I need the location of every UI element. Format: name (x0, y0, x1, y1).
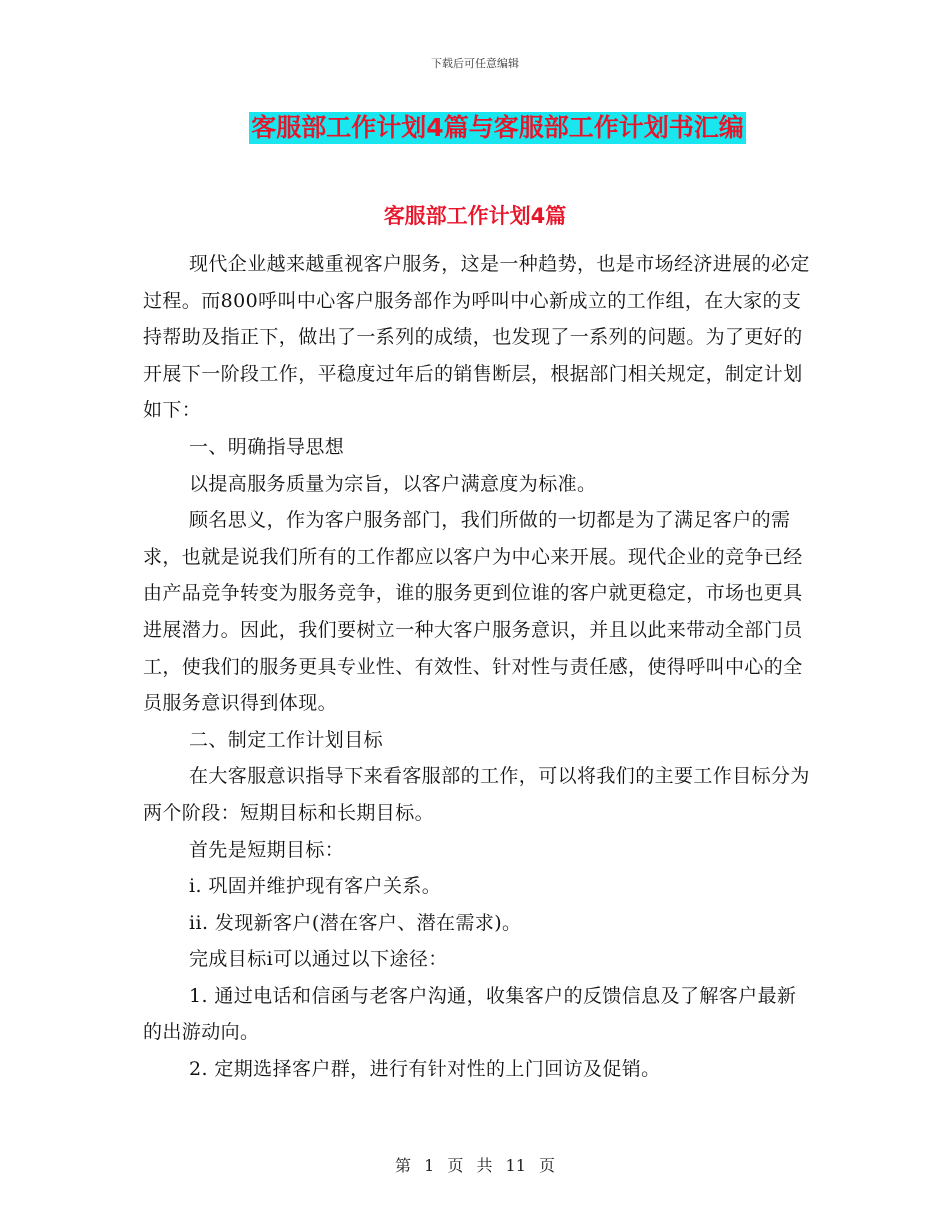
paragraph: 现代企业越来越重视客户服务，这是一种趋势，也是市场经济进展的必定过程。而800呼叫中心客户服务部作为呼叫中心新成立的工作组，在大家的支持帮助及指正下，做出了一系列的成绩，也发现了一系列的问题。为了更好的开展下一阶段工作，平稳度过年后的销售断层，根据部门相关规定，制定计划如下： (143, 253, 810, 422)
section-title: 客服部工作计划4篇 (383, 204, 567, 228)
paragraph: 完成目标i可以通过以下途径： (189, 948, 448, 971)
paragraph: 在大客服意识指导下来看客服部的工作，可以将我们的主要工作目标分为两个阶段：短期目标和长期目标。 (143, 765, 810, 824)
paragraph: 2. 定期选择客户群，进行有针对性的上门回访及促销。 (189, 1058, 661, 1081)
document-body (143, 246, 811, 1088)
paragraph: 一、明确指导思想 (189, 435, 345, 458)
main-title: 客服部工作计划4篇与客服部工作计划书汇编 (251, 113, 744, 142)
paragraph: 二、制定工作计划目标 (189, 728, 384, 751)
main-title-container (0, 112, 950, 144)
paragraph: 首先是短期目标： (189, 838, 345, 861)
paragraph: 以提高服务质量为宗旨，以客户满意度为标准。 (189, 472, 597, 495)
paragraph: ii. 发现新客户(潜在客户、潜在需求)。 (189, 911, 522, 934)
paragraph: 1. 通过电话和信函与老客户沟通，收集客户的反馈信息及了解客户最新的出游动向。 (143, 984, 797, 1044)
header-note: 下载后可任意编辑 (431, 57, 519, 70)
paragraph: i. 巩固并维护现有客户关系。 (189, 875, 442, 898)
page-footer: 第 1 页 共 11 页 (395, 1156, 555, 1175)
paragraph: 顾名思义，作为客户服务部门，我们所做的一切都是为了满足客户的需求，也就是说我们所有的工作都应以客户为中心来开展。现代企业的竞争已经由产品竞争转变为服务竞争，谁的服务更到位谁的客户就更稳定，市场也更具进展潜力。因此，我们要树立一种大客户服务意识，并且以此来带动全部门员工，使我们的服务更具专业性、有效性、针对性与责任感，使得呼叫中心的全员服务意识得到体现。 (143, 509, 803, 715)
